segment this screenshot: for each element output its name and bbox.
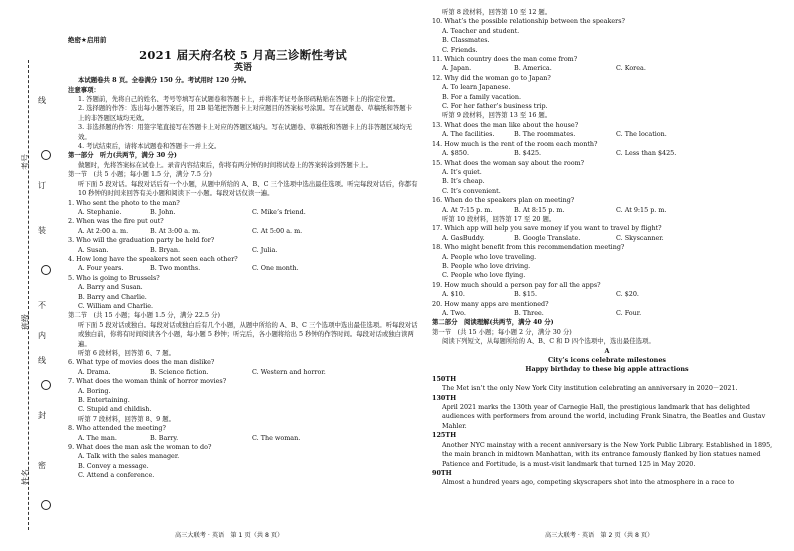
question-options bbox=[432, 149, 782, 158]
option: C. Less than $425. bbox=[616, 149, 677, 158]
option: A. It’s quiet. bbox=[442, 167, 482, 176]
option: A. Talk with the sales manager. bbox=[78, 452, 180, 461]
exam-title: 2021 届天府名校 5 月高三诊断性考试 bbox=[139, 48, 347, 63]
question-text: 9. What does the man ask the woman to do? bbox=[68, 443, 212, 452]
passage-text: Almost a hundred years ago, competing skyscrapers shot into the atmosphere in a race to bbox=[442, 478, 735, 487]
name-label: 姓名 bbox=[21, 469, 30, 485]
question-text: 6. What type of movies does the man dislike? bbox=[68, 358, 215, 367]
passage-subtitle: Happy birthday to these big apple attractions bbox=[525, 365, 689, 374]
binding-circle bbox=[41, 150, 51, 160]
option: C. Attend a conference. bbox=[78, 471, 155, 480]
part-desc: 做题时，先将答案标在试卷上。录音内容结束后，你将有两分钟的时间将试卷上的答案转涂到答题卡上。 bbox=[78, 160, 372, 169]
option: C. For her father’s business trip. bbox=[442, 102, 548, 111]
part-heading: 第二部分 阅读理解(共两节，满分 40 分) bbox=[432, 318, 554, 327]
option: B. Three. bbox=[514, 309, 544, 317]
passage-text: April 2021 marks the 130th year of Carnegie Hall, the prestigious landmark that has delighted audiences with performers from around the world, including Frank Sinatra, the Beatles and Gustav Mahler. bbox=[442, 403, 766, 430]
question-text: 20. How many apps are mentioned? bbox=[432, 299, 549, 308]
option: A. At 7:15 p. m. bbox=[442, 205, 493, 214]
option: C. Western and horror. bbox=[252, 367, 326, 376]
option: B. Barry. bbox=[150, 433, 179, 442]
confidential-mark: 绝密★启用前 bbox=[68, 36, 107, 44]
question-text: 14. How much is the rent of the room each month? bbox=[432, 139, 598, 148]
binding-word: 内 bbox=[38, 331, 46, 340]
option: C. Four. bbox=[616, 309, 642, 317]
question-options bbox=[68, 434, 418, 443]
option: A. Two. bbox=[442, 309, 466, 317]
binding-circle bbox=[41, 380, 51, 390]
right-column bbox=[432, 8, 782, 488]
option: A. GasBuddy. bbox=[442, 233, 485, 242]
option: C. One month. bbox=[252, 264, 299, 273]
section-desc: 听下面 5 段对话。每段对话后有一个小题，从题中所给的 A、B、C 三个选项中选出最佳选项。听完每段对话后，你都有 10 秒钟的时间来回答有关小题和阅读下一小题。每段对话仅读一遍。 bbox=[78, 179, 418, 198]
binding-word: 装 bbox=[38, 226, 46, 235]
option: C. Mike’s friend. bbox=[252, 207, 306, 216]
option: B. America. bbox=[514, 64, 552, 73]
question-text: 17. Which app will help you save money if you want to travel by flight? bbox=[432, 224, 662, 233]
exam-number-label: 考号 bbox=[21, 154, 30, 170]
option: A. At 2:00 a. m. bbox=[78, 226, 129, 235]
question-text: 16. When do the speakers plan on meeting? bbox=[432, 196, 575, 205]
option: B. $15. bbox=[514, 290, 537, 299]
question-text: 12. Why did the woman go to Japan? bbox=[432, 73, 551, 82]
question-text: 8. Who attended the meeting? bbox=[68, 424, 166, 433]
part-heading: 第一部分 听力(共两节，满分 30 分) bbox=[68, 151, 177, 160]
question-block bbox=[68, 199, 418, 274]
option: B. At 3:00 a. m. bbox=[150, 226, 201, 235]
binding-word: 不 bbox=[38, 301, 46, 310]
option: C. Friends. bbox=[442, 45, 478, 54]
option: A. Four years. bbox=[78, 264, 124, 273]
question-options bbox=[68, 368, 418, 377]
option: C. $20. bbox=[616, 290, 639, 299]
passage-title: City’s icons celebrate milestones bbox=[548, 356, 666, 365]
option: C. William and Charlie. bbox=[78, 301, 154, 310]
option: C. The woman. bbox=[252, 433, 301, 442]
passage-letter: A bbox=[604, 346, 610, 355]
passage-heading: 125TH bbox=[432, 431, 457, 440]
option: B. People who love driving. bbox=[442, 261, 531, 270]
binding-word: 密 bbox=[38, 461, 46, 470]
question-text: 10. What’s the possible relationship between the speakers? bbox=[432, 17, 625, 26]
note-item: 3. 非选择题的作答：用签字笔直接写在答题卡上对应的答题区域内。写在试题卷、草稿纸和答题卡上的非答题区域均无效。 bbox=[78, 123, 413, 141]
question-options bbox=[432, 290, 782, 299]
question-text: 1. Who sent the photo to the man? bbox=[68, 198, 180, 207]
option: C. Julia. bbox=[252, 245, 278, 254]
option: B. Bryan. bbox=[150, 245, 181, 254]
material-note: 听第 10 段材料，回答第 17 至 20 题。 bbox=[442, 214, 556, 223]
section-heading: 第一节 (共 5 小题；每小题 1.5 分，满分 7.5 分) bbox=[68, 170, 212, 179]
question-text: 7. What does the woman think of horror movies? bbox=[68, 377, 227, 386]
question-text: 15. What does the woman say about the room? bbox=[432, 158, 585, 167]
option: A. Japan. bbox=[442, 64, 472, 73]
option: A. To learn Japanese. bbox=[442, 83, 511, 92]
class-label: 班级 bbox=[21, 314, 30, 330]
material-note: 听第 7 段材料，回答第 8、9 题。 bbox=[78, 414, 176, 423]
binding-word: 订 bbox=[38, 181, 46, 190]
option: A. The man. bbox=[78, 433, 117, 442]
question-options bbox=[432, 309, 782, 318]
option: C. Stupid and childish. bbox=[78, 405, 152, 414]
option: B. The roommates. bbox=[514, 130, 576, 139]
option: A. Barry and Susan. bbox=[78, 283, 143, 292]
section-desc: 听下面 5 段对话或独白。每段对话或独白后有几个小题，从题中所给的 A、B、C 三个选项中选出最佳选项。听每段对话或独白前，你将有时间阅读各个小题，每小题 5 秒钟；听完后，各小题将给出 5 秒钟的作答时间。每段对话或独白读两遍。 bbox=[78, 320, 418, 348]
option: C. At 9:15 p. m. bbox=[616, 205, 667, 214]
option: A. Teacher and student. bbox=[442, 26, 520, 35]
passage-heading: 90TH bbox=[432, 468, 452, 477]
option: A. $10. bbox=[442, 290, 465, 299]
passage-text: The Met isn’t the only New York City institution celebrating an anniversary in 2020－2021. bbox=[442, 384, 738, 393]
binding-word: 线 bbox=[38, 96, 46, 105]
option: B. Barry and Charlie. bbox=[78, 292, 147, 301]
note-item: 4. 考试结束后，请将本试题卷和答题卡一并上交。 bbox=[78, 142, 221, 151]
question-options bbox=[68, 227, 418, 236]
passage-heading: 150TH bbox=[432, 374, 457, 383]
question-options bbox=[432, 206, 782, 215]
option: C. At 5:00 a. m. bbox=[252, 226, 303, 235]
passage-text: Another NYC mainstay with a recent anniversary is the New York Public Library. Established in 1895, the main branch in midtown Manhattan, with its entrance famously flanked by lion statues named Patience and Fortitude, is a must-visit landmark that turned 125 in May 2020. bbox=[442, 440, 773, 468]
material-note: 听第 6 段材料，回答第 6、7 题。 bbox=[78, 349, 176, 357]
question-options bbox=[432, 130, 782, 139]
option: C. People who love flying. bbox=[442, 271, 526, 280]
option: B. Science fiction. bbox=[150, 367, 209, 376]
section-desc: 阅读下列短文，从每题所给的 A、B、C 和 D 四个选项中，选出最佳选项。 bbox=[442, 337, 655, 346]
material-note: 听第 8 段材料，回答第 10 至 12 题。 bbox=[442, 8, 552, 16]
option: A. Boring. bbox=[78, 386, 111, 395]
subject-title: 英语 bbox=[233, 62, 252, 73]
option: B. At 8:15 p. m. bbox=[514, 205, 565, 214]
note-item: 2. 选择题的作答：选出每小题答案后，用 2B 铅笔把答题卡上对应题目的答案标号涂黑。写在试题卷、草稿纸和答题卡上的非答题区域均无效。 bbox=[78, 104, 413, 122]
option: B. Classmates. bbox=[442, 36, 490, 45]
option: A. People who love traveling. bbox=[442, 252, 537, 261]
question-options bbox=[432, 234, 782, 243]
option: B. Two months. bbox=[150, 264, 201, 273]
notes-title: 注意事项： bbox=[68, 85, 100, 94]
note-item: 1. 答题前，先将自己的姓名、考号等填写在试题卷和答题卡上，并将准考证号条形码粘贴在答题卡上的指定位置。 bbox=[78, 95, 400, 104]
binding-circle bbox=[41, 500, 51, 510]
question-text: 4. How long have the speakers not seen each other? bbox=[68, 254, 238, 263]
binding-circle bbox=[41, 265, 51, 275]
binding-word: 线 bbox=[38, 356, 46, 365]
question-text: 19. How much should a person pay for all the apps? bbox=[432, 280, 601, 289]
option: C. Korea. bbox=[616, 64, 646, 73]
question-options bbox=[432, 64, 782, 73]
binding-dashed-line bbox=[28, 60, 29, 530]
option: B. $425. bbox=[514, 149, 542, 158]
left-column bbox=[68, 8, 418, 481]
question-text: 11. Which country does the man come from? bbox=[432, 55, 578, 64]
option: B. Google Translate. bbox=[514, 233, 581, 242]
option: B. John. bbox=[150, 207, 176, 216]
question-text: 5. Who is going to Brussels? bbox=[68, 273, 160, 282]
option: B. For a family vacation. bbox=[442, 92, 521, 101]
option: A. $850. bbox=[442, 149, 469, 158]
option: C. The location. bbox=[616, 130, 667, 139]
section-heading: 第一节 (共 15 小题；每小题 2 分，满分 30 分) bbox=[432, 327, 572, 336]
exam-intro: 本试题卷共 8 页。全卷满分 150 分。考试用时 120 分钟。 bbox=[78, 76, 251, 85]
question-text: 3. Who will the graduation party be held for? bbox=[68, 236, 215, 245]
option: A. Susan. bbox=[78, 245, 109, 254]
question-text: 2. When was the fire put out? bbox=[68, 217, 164, 226]
material-note: 听第 9 段材料，回答第 13 至 16 题。 bbox=[442, 111, 552, 120]
option: A. Stephanie. bbox=[78, 207, 122, 216]
option: B. Convey a message. bbox=[78, 461, 149, 470]
option: C. It’s convenient. bbox=[442, 186, 501, 195]
question-text: 13. What does the man like about the house? bbox=[432, 120, 579, 129]
question-options bbox=[68, 264, 418, 273]
question-text: 18. Who might benefit from this recommendation meeting? bbox=[432, 243, 625, 252]
question-options bbox=[68, 246, 418, 255]
page-footer: 高三大联考 · 英语 第 2 页（共 8 页） bbox=[545, 532, 654, 539]
passage-heading: 130TH bbox=[432, 393, 457, 402]
option: B. Entertaining. bbox=[78, 396, 130, 405]
section-heading: 第二节 (共 15 小题；每小题 1.5 分，满分 22.5 分) bbox=[68, 311, 220, 320]
option: B. It’s cheap. bbox=[442, 177, 485, 186]
binding-word: 封 bbox=[38, 411, 46, 420]
option: A. Drama. bbox=[78, 367, 111, 376]
option: C. Skyscanner. bbox=[616, 233, 664, 242]
page-footer: 高三大联考 · 英语 第 1 页（共 8 页） bbox=[175, 532, 284, 539]
question-options bbox=[68, 208, 418, 217]
option: A. The facilities. bbox=[442, 130, 495, 139]
